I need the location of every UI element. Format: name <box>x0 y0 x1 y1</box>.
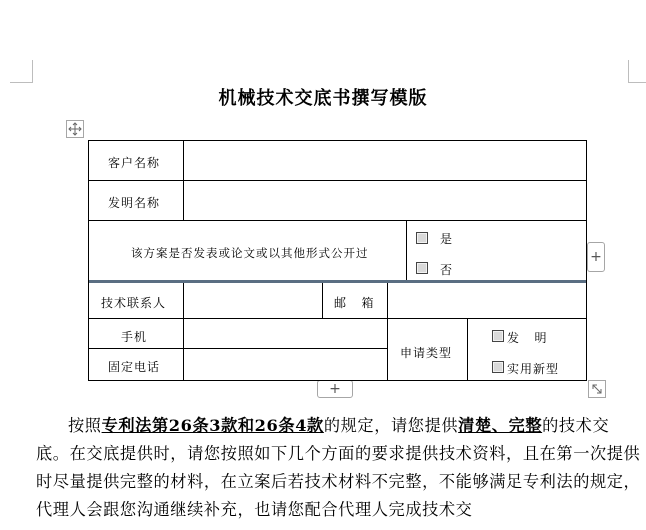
utility-model-label: 实用新型 <box>507 362 560 376</box>
utility-model-checkbox[interactable] <box>492 361 504 373</box>
invention-type-label: 发 明 <box>507 331 548 345</box>
tech-contact-label: 技术联系人 <box>101 296 167 310</box>
published-question-label: 该方案是否发表或论文或以其他形式公开过 <box>131 246 369 260</box>
page-corner-mark-left <box>10 60 33 83</box>
page-corner-mark-right <box>628 60 646 83</box>
mobile-label: 手机 <box>121 330 148 344</box>
add-row-button[interactable] <box>317 380 353 398</box>
clear-complete-emphasis: 清楚、完整 <box>458 416 543 435</box>
no-option-label: 否 <box>440 263 454 277</box>
customer-name-label: 客户名称 <box>108 156 161 170</box>
add-column-button[interactable] <box>587 242 605 272</box>
diagonal-resize-icon[interactable] <box>588 380 606 398</box>
invention-name-label: 发明名称 <box>108 196 161 210</box>
yes-option-label: 是 <box>440 232 454 246</box>
move-arrows-icon[interactable] <box>66 120 84 138</box>
plus-icon: + <box>329 381 341 397</box>
yes-checkbox[interactable] <box>416 232 428 244</box>
instructions-paragraph <box>36 412 642 524</box>
body-text: 的规定，请您提供 <box>323 416 459 435</box>
document-title: 机械技术交底书撰写模版 <box>218 88 428 109</box>
email-label: 邮 箱 <box>334 296 375 310</box>
patent-law-reference: 专利法第26条3款和26条4款 <box>101 416 324 435</box>
invention-type-checkbox[interactable] <box>492 330 504 342</box>
plus-icon: + <box>590 249 602 265</box>
body-text: 按照 <box>68 416 102 435</box>
body-text: 的技术交底。在交底提供时，请您按照如下几个方面的要求提供技术资料，且在第一次提供时尽量提供完整的材料，在立案后若技术材料不完整，不能够满足专利法的规定，代理人会跟您沟通继续补充，也请您配合代理人完成技术交 <box>36 416 641 519</box>
landline-label: 固定电话 <box>108 360 161 374</box>
no-checkbox[interactable] <box>416 262 428 274</box>
apply-type-label: 申请类型 <box>400 346 453 360</box>
